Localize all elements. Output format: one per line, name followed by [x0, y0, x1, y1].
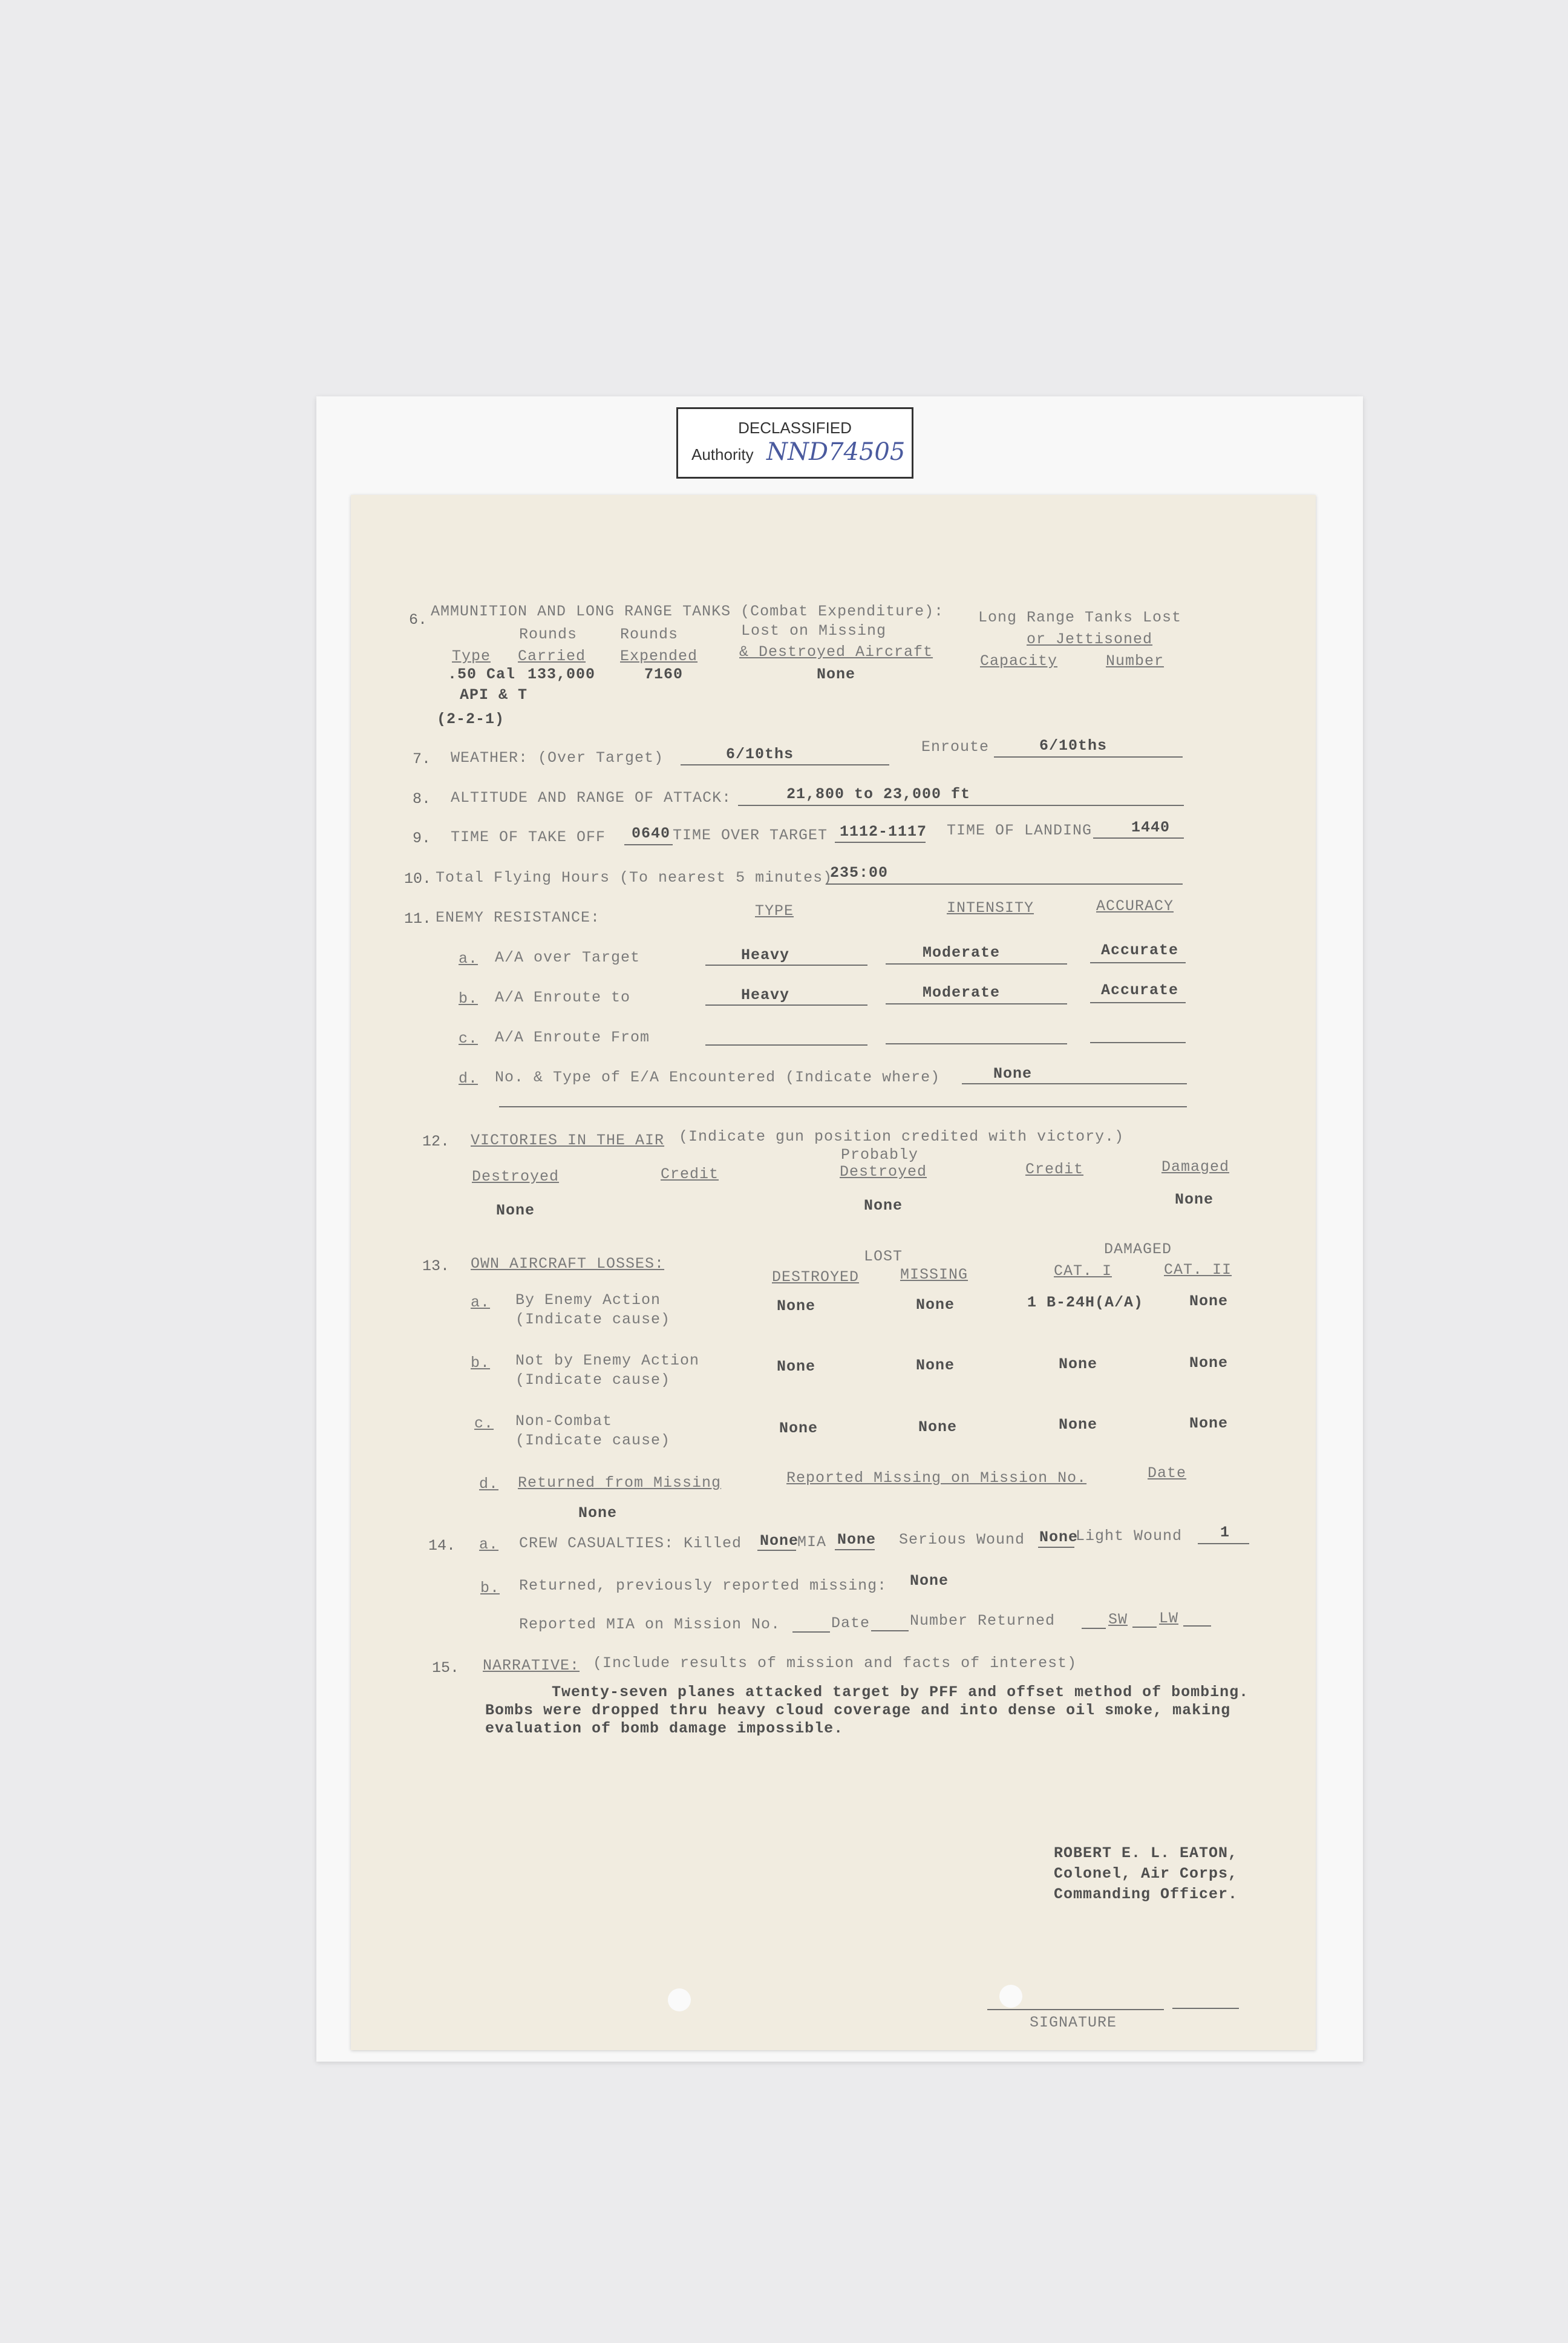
signature-rank: Colonel, Air Corps,: [1054, 1865, 1238, 1883]
s8-number: 8.: [413, 790, 431, 808]
s13-b-cat1: None: [1059, 1355, 1098, 1373]
s15-note: (Include results of mission and facts of interest): [593, 1654, 1077, 1672]
s11-c-acc-line: [1090, 1042, 1186, 1043]
s13-d-date: Date: [1148, 1464, 1187, 1482]
s13-c-label-2: (Indicate cause): [515, 1432, 671, 1449]
s11-col-type: TYPE: [755, 902, 794, 920]
s9-takeoff-value: 0640: [632, 825, 671, 842]
s14-light: 1: [1220, 1524, 1230, 1541]
s10-value: 235:00: [830, 864, 889, 882]
s12-damaged-value: None: [1175, 1191, 1214, 1208]
declassified-stamp: [676, 407, 913, 479]
s6-title: AMMUNITION AND LONG RANGE TANKS (Combat Expenditure):: [431, 603, 944, 620]
s6-col-capacity: Capacity: [980, 652, 1058, 670]
s6-lost-value: None: [817, 666, 856, 683]
s12-col-credit-2: Credit: [1025, 1161, 1084, 1178]
s12-probably-value: None: [864, 1197, 903, 1214]
s11-d-label: No. & Type of E/A Encountered (Indicate where): [495, 1069, 941, 1086]
s6-col-type: Type: [452, 647, 491, 665]
s11-a-intensity: Moderate: [923, 944, 1001, 962]
s12-title: VICTORIES IN THE AIR: [471, 1132, 665, 1149]
s14-lw: LW: [1159, 1610, 1179, 1627]
s13-d-label: Returned from Missing: [518, 1474, 722, 1492]
s9-takeoff-line: [624, 844, 673, 845]
s13-col-missing: MISSING: [900, 1266, 969, 1283]
s11-a-letter: a.: [459, 950, 479, 968]
signature-name: ROBERT E. L. EATON,: [1054, 1844, 1238, 1862]
s13-a-cat2: None: [1189, 1293, 1229, 1310]
s11-c-type-line: [705, 1044, 867, 1046]
s14-sw: SW: [1108, 1611, 1128, 1628]
s9-over-line: [835, 842, 926, 843]
s7-enroute-value: 6/10ths: [1039, 737, 1108, 755]
s12-col-prob-destroyed: Destroyed: [840, 1163, 927, 1181]
s6-col-jett: or Jettisoned: [1027, 631, 1153, 648]
s15-line-2: Bombs were dropped thru heavy cloud coverage and into dense oil smoke, making: [485, 1702, 1231, 1719]
s11-c-int-line: [886, 1043, 1067, 1044]
s11-b-acc-line: [1090, 1002, 1186, 1003]
s10-line: [826, 883, 1183, 885]
s14-lw-line: [1183, 1625, 1211, 1627]
s6-type-value: .50 Cal: [448, 666, 516, 683]
s13-title: OWN AIRCRAFT LOSSES:: [471, 1255, 665, 1273]
s6-col-number: Number: [1106, 652, 1165, 670]
s11-b-type: Heavy: [741, 986, 790, 1004]
s11-a-accuracy: Accurate: [1101, 942, 1179, 959]
s6-col-destroyed: & Destroyed Aircraft: [739, 643, 933, 661]
s14-mission-line: [792, 1631, 830, 1633]
s12-number: 12.: [422, 1133, 450, 1150]
signature-label: SIGNATURE: [1030, 2014, 1117, 2031]
s7-enroute-line: [994, 756, 1183, 758]
signature-line-2: [1172, 2008, 1239, 2009]
s14-date-line: [871, 1630, 909, 1631]
s14-label: CREW CASUALTIES: Killed: [519, 1535, 742, 1552]
s11-col-intensity: INTENSITY: [947, 899, 1034, 917]
s6-col-lost: Lost on Missing: [741, 622, 887, 640]
s9-landing-value: 1440: [1131, 819, 1171, 836]
s13-a-label-2: (Indicate cause): [515, 1311, 671, 1328]
s14-sw-line: [1132, 1627, 1157, 1628]
s11-b-label: A/A Enroute to: [495, 989, 631, 1006]
s9-takeoff-label: TIME OF TAKE OFF: [451, 828, 606, 846]
s11-number: 11.: [404, 910, 432, 928]
s13-c-label: Non-Combat: [515, 1412, 613, 1430]
s14-mia-label: MIA: [797, 1533, 827, 1551]
s12-col-destroyed: Destroyed: [472, 1168, 560, 1185]
s14-number-label: Number Returned: [910, 1612, 1056, 1630]
s14-reported-label: Reported MIA on Mission No.: [519, 1616, 781, 1633]
s14-mia: None: [837, 1531, 877, 1548]
s11-d-letter: d.: [459, 1070, 479, 1087]
s10-label: Total Flying Hours (To nearest 5 minutes): [436, 869, 833, 886]
s6-type-value-2: API & T: [460, 686, 528, 704]
s11-label: ENEMY RESISTANCE:: [436, 909, 601, 926]
s13-b-cat2: None: [1189, 1354, 1229, 1372]
s15-line-3: evaluation of bomb damage impossible.: [485, 1720, 844, 1737]
s11-a-type: Heavy: [741, 946, 790, 964]
s13-a-missing: None: [916, 1296, 955, 1314]
s11-a-type-line: [705, 965, 867, 966]
s11-b-letter: b.: [459, 990, 479, 1008]
s14-killed-line: [757, 1550, 796, 1551]
s8-label: ALTITUDE AND RANGE OF ATTACK:: [451, 789, 732, 807]
s8-value: 21,800 to 23,000 ft: [786, 785, 971, 803]
s13-number: 13.: [422, 1257, 450, 1275]
authority-signature: NND74505: [766, 438, 906, 466]
s13-c-cat2: None: [1189, 1415, 1229, 1432]
s13-a-destroyed: None: [777, 1297, 816, 1315]
s11-c-letter: c.: [459, 1030, 479, 1047]
s13-d-letter: d.: [479, 1475, 499, 1493]
authority-label: Authority: [691, 445, 754, 464]
s13-a-label: By Enemy Action: [515, 1291, 661, 1309]
s6-col-tanks: Long Range Tanks Lost: [978, 609, 1182, 626]
s11-d-line: [962, 1083, 1187, 1084]
s9-number: 9.: [413, 830, 431, 847]
s14-a-letter: a.: [479, 1536, 499, 1553]
s7-enroute-label: Enroute: [921, 738, 990, 756]
s14-number: 14.: [428, 1537, 456, 1555]
s13-c-cat1: None: [1059, 1416, 1098, 1434]
punch-hole-right: [999, 1985, 1022, 2008]
s9-landing-label: TIME OF LANDING: [947, 822, 1093, 839]
s14-mia-line: [835, 1549, 875, 1550]
s6-carried-value: 133,000: [528, 666, 596, 683]
s11-a-int-line: [886, 963, 1067, 965]
s15-number: 15.: [432, 1659, 460, 1677]
s7-over-target-value: 6/10ths: [726, 746, 794, 763]
s7-number: 7.: [413, 750, 431, 768]
punch-hole-left: [668, 1988, 691, 2011]
s7-label: WEATHER: (Over Target): [451, 749, 664, 767]
s14-serious-label: Serious Wound: [899, 1531, 1025, 1548]
s6-number: 6.: [409, 611, 428, 629]
s11-b-type-line: [705, 1004, 867, 1006]
s14-serious: None: [1039, 1529, 1079, 1546]
s13-b-missing: None: [916, 1357, 955, 1374]
signature-title: Commanding Officer.: [1054, 1886, 1238, 1903]
s11-c-label: A/A Enroute From: [495, 1029, 650, 1046]
signature-line: [987, 2009, 1164, 2010]
s14-b-value: None: [910, 1572, 949, 1590]
s15-line-1: Twenty-seven planes attacked target by PFF and offset method of bombing.: [552, 1683, 1249, 1701]
s12-col-damaged: Damaged: [1161, 1158, 1230, 1176]
s13-c-missing: None: [918, 1418, 958, 1436]
s11-d-line-2: [499, 1106, 1187, 1107]
s14-serious-line: [1038, 1547, 1074, 1548]
s13-damaged: DAMAGED: [1104, 1240, 1172, 1258]
s6-expended-value: 7160: [644, 666, 684, 683]
s13-c-destroyed: None: [779, 1420, 818, 1437]
s13-d-value: None: [578, 1504, 618, 1522]
s14-b-letter: b.: [480, 1579, 500, 1597]
s11-col-accuracy: ACCURACY: [1096, 897, 1174, 915]
s13-col-cat2: CAT. II: [1164, 1261, 1232, 1279]
s6-col-rounds: Rounds: [519, 626, 578, 643]
s7-over-line: [681, 764, 889, 765]
s12-col-probably: Probably: [841, 1146, 919, 1164]
s8-line: [738, 805, 1184, 806]
s13-c-letter: c.: [474, 1415, 494, 1432]
s13-d-reported: Reported Missing on Mission No.: [786, 1469, 1087, 1487]
s6-type-value-3: (2-2-1): [437, 710, 505, 728]
s14-light-line: [1198, 1543, 1249, 1544]
s10-number: 10.: [404, 870, 432, 888]
s11-b-int-line: [886, 1003, 1067, 1004]
s11-b-intensity: Moderate: [923, 984, 1001, 1001]
s11-d-value: None: [993, 1065, 1033, 1083]
s13-b-label: Not by Enemy Action: [515, 1352, 700, 1369]
s14-killed: None: [760, 1532, 799, 1550]
s14-date-label: Date: [831, 1614, 871, 1632]
s9-over-value: 1112-1117: [840, 823, 927, 841]
s13-b-letter: b.: [471, 1354, 491, 1372]
s14-light-label: Light Wound: [1076, 1527, 1183, 1545]
s6-col-expended: Expended: [620, 647, 698, 665]
s14-number-line: [1082, 1628, 1106, 1629]
s13-a-cat1: 1 B-24H(A/A): [1027, 1294, 1144, 1311]
mission-report-page: [351, 495, 1316, 2050]
s14-b-label: Returned, previously reported missing:: [519, 1577, 887, 1594]
s13-b-destroyed: None: [777, 1358, 816, 1375]
s11-a-label: A/A over Target: [495, 949, 641, 966]
s11-b-accuracy: Accurate: [1101, 981, 1179, 999]
s13-lost: LOST: [864, 1248, 903, 1265]
s12-col-credit: Credit: [661, 1165, 719, 1183]
s11-a-acc-line: [1090, 962, 1186, 963]
s12-destroyed-value: None: [496, 1202, 535, 1219]
s9-landing-line: [1093, 837, 1184, 839]
s13-col-cat1: CAT. I: [1054, 1262, 1112, 1280]
declassified-title: DECLASSIFIED: [738, 419, 852, 437]
s13-a-letter: a.: [471, 1294, 491, 1311]
s9-over-label: TIME OVER TARGET: [673, 827, 828, 844]
s13-b-label-2: (Indicate cause): [515, 1371, 671, 1389]
s13-col-destroyed: DESTROYED: [772, 1268, 860, 1286]
s6-col-rounds-exp: Rounds: [620, 626, 679, 643]
s12-note: (Indicate gun position credited with victory.): [679, 1128, 1125, 1145]
s6-col-carried: Carried: [518, 647, 586, 665]
s15-title: NARRATIVE:: [483, 1657, 580, 1674]
